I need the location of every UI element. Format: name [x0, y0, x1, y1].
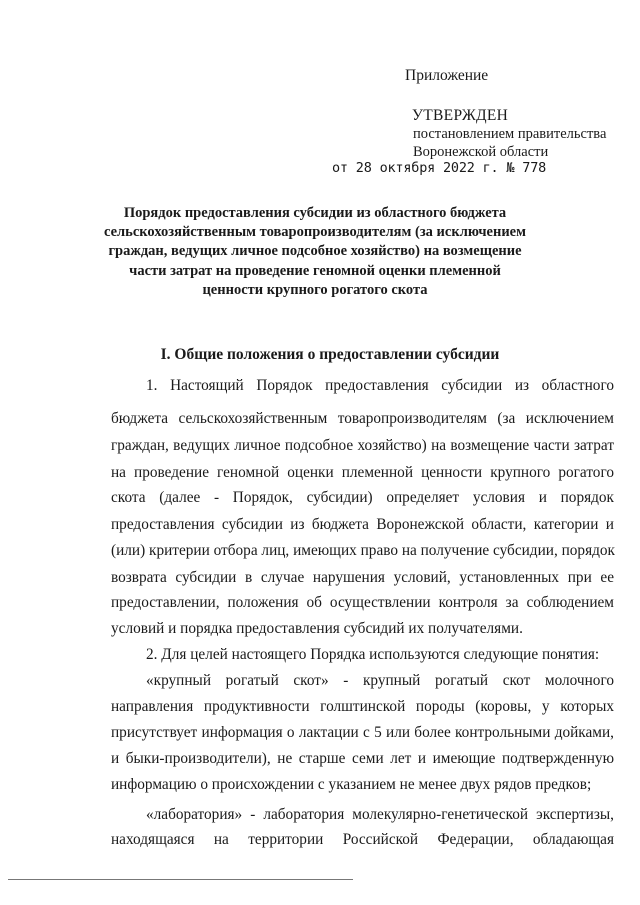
- body-line: 1. Настоящий Порядок предоставления субсидии из областного: [146, 377, 614, 394]
- body-line: (или) критерии отбора лиц, имеющих право на получение субсидии, порядок: [111, 542, 615, 559]
- document-title: Порядок предоставления субсидии из областного бюджета сельскохозяйственным товаропроизводителям (за исключением граждан, ведущих личное подсобное хозяйство) на возмещение части затрат на проведение геномной оценки племенной ценности крупного рогатого скота: [103, 205, 526, 298]
- body-line: «лаборатория» - лаборатория молекулярно-генетической экспертизы,: [146, 806, 614, 823]
- appendix-label: Приложение: [405, 67, 489, 84]
- resolution-text: [413, 125, 606, 161]
- body-line: направления продуктивности голштинской породы (коровы, у которых: [111, 698, 614, 715]
- body-line: на проведение геномной оценки племенной ценности крупного рогатого: [111, 464, 614, 481]
- body-line: информацию о происхождении с указанием не менее двух рядов предков;: [111, 776, 592, 793]
- body-line: предоставления субсидии из бюджета Воронежской области, категории и: [111, 516, 614, 533]
- body-line: присутствует информация о лактации с 5 или более контрольными дойками,: [111, 724, 614, 741]
- body-line: предоставлении, положения об осуществлении контроля за соблюдением: [111, 594, 614, 611]
- body-line: условий и порядка предоставления субсидий их получателями.: [111, 620, 523, 637]
- resolution-line-1: постановлением правительства: [413, 126, 607, 142]
- body-line: и быки-производители), не старше семи лет и имеющие подтвержденную: [111, 750, 614, 767]
- section-heading: I. Общие положения о предоставлении субсидии: [160, 346, 500, 363]
- approved-label: УТВЕРЖДЕН: [412, 107, 509, 124]
- body-line: бюджета сельскохозяйственным товаропроизводителям (за исключением: [111, 410, 614, 427]
- footer-rule: [8, 879, 353, 880]
- body-line: «крупный рогатый скот» - крупный рогатый скот молочного: [146, 672, 614, 689]
- resolution-line-2: Воронежской области: [413, 144, 549, 160]
- body-line: скота (далее - Порядок, субсидии) определяет условия и порядок: [111, 489, 614, 506]
- body-line: возврата субсидии в случае нарушения условий, установленных при ее: [111, 569, 614, 586]
- date-number-stamp: от 28 октября 2022 г. № 778: [332, 160, 547, 176]
- body-line: 2. Для целей настоящего Порядка используются следующие понятия:: [146, 646, 600, 663]
- body-line: находящаяся на территории Российской Федерации, обладающая: [111, 831, 614, 848]
- body-line: граждан, ведущих личное подсобное хозяйство) на возмещение части затрат: [111, 437, 614, 454]
